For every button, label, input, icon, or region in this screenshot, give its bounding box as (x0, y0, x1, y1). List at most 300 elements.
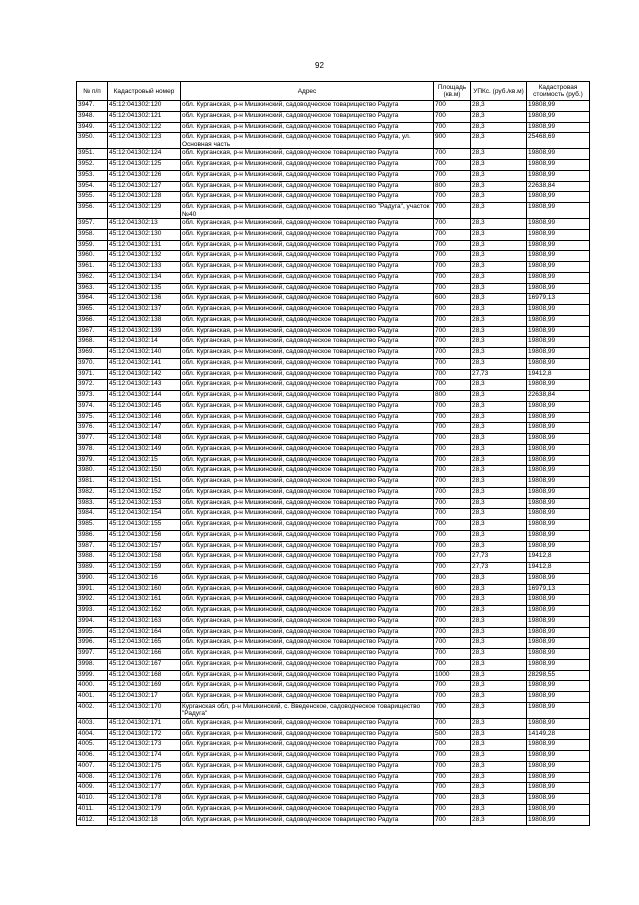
table-row (77, 573, 590, 584)
cell-area: 700 (434, 783, 471, 794)
cell-address: обл. Курганская, р-н Мишкинский, садоводческое товарищество Радуга (181, 149, 434, 160)
cell-area: 700 (434, 692, 471, 703)
cell-cadastral-value: 19412,8 (527, 369, 590, 380)
cell-cadastral-number: 45:12:041302:153 (108, 498, 181, 509)
cell-cadastral-value: 19808,99 (527, 627, 590, 638)
cell-cadastral-number: 45:12:041302:147 (108, 423, 181, 434)
cell-row-number: 3973. (77, 391, 108, 402)
cell-cadastral-value: 19808,99 (527, 530, 590, 541)
cell-row-number: 3960. (77, 251, 108, 262)
cell-row-number: 3994. (77, 616, 108, 627)
cell-cadastral-number: 45:12:041302:129 (108, 203, 181, 219)
cell-area: 700 (434, 595, 471, 606)
cell-row-number: 3964. (77, 294, 108, 305)
cell-row-number: 4012. (77, 815, 108, 826)
cell-specific-value: 28,3 (471, 783, 527, 794)
cell-area: 700 (434, 498, 471, 509)
cell-specific-value: 28,3 (471, 627, 527, 638)
table-row (77, 772, 590, 783)
cell-specific-value: 28,3 (471, 170, 527, 181)
cell-row-number: 3971. (77, 369, 108, 380)
table-row (77, 305, 590, 316)
cell-cadastral-value: 19808,99 (527, 401, 590, 412)
cell-address: обл. Курганская, р-н Мишкинский, садоводческое товарищество Радуга (181, 616, 434, 627)
cell-row-number: 3981. (77, 477, 108, 488)
cell-cadastral-number: 45:12:041302:143 (108, 380, 181, 391)
cell-row-number: 4006. (77, 751, 108, 762)
table-row (77, 412, 590, 423)
cell-address: обл. Курганская, р-н Мишкинский, садоводческое товарищество Радуга (181, 649, 434, 660)
cell-cadastral-value: 22638,84 (527, 391, 590, 402)
cell-cadastral-value: 19808,99 (527, 740, 590, 751)
cell-cadastral-number: 45:12:041302:148 (108, 434, 181, 445)
cell-cadastral-number: 45:12:041302:175 (108, 761, 181, 772)
header-specific-value: УПКс. (руб./кв.м) (471, 82, 527, 101)
cell-area: 700 (434, 203, 471, 219)
cell-address: обл. Курганская, р-н Мишкинский, садоводческое товарищество Радуга (181, 170, 434, 181)
cell-cadastral-value: 19808,99 (527, 761, 590, 772)
cell-area: 700 (434, 192, 471, 203)
cell-row-number: 3974. (77, 401, 108, 412)
cell-specific-value: 28,3 (471, 740, 527, 751)
cell-cadastral-number: 45:12:041302:157 (108, 541, 181, 552)
table-row (77, 251, 590, 262)
cell-cadastral-value: 19808,99 (527, 305, 590, 316)
cell-cadastral-number: 45:12:041302:163 (108, 616, 181, 627)
cell-row-number: 4002. (77, 702, 108, 718)
cell-specific-value: 28,3 (471, 729, 527, 740)
cell-cadastral-value: 19808,99 (527, 606, 590, 617)
table-row (77, 122, 590, 133)
cell-specific-value: 28,3 (471, 487, 527, 498)
cell-specific-value: 27,73 (471, 552, 527, 563)
cell-cadastral-number: 45:12:041302:156 (108, 530, 181, 541)
table-row (77, 262, 590, 273)
cell-area: 700 (434, 149, 471, 160)
cadastral-table (76, 81, 590, 826)
cell-cadastral-number: 45:12:041302:140 (108, 348, 181, 359)
cell-area: 800 (434, 181, 471, 192)
cell-row-number: 3947. (77, 101, 108, 112)
cell-specific-value: 27,73 (471, 563, 527, 574)
cell-address: обл. Курганская, р-н Мишкинский, садоводческое товарищество Радуга (181, 423, 434, 434)
cell-area: 700 (434, 638, 471, 649)
cell-specific-value: 28,3 (471, 702, 527, 718)
cell-area: 800 (434, 391, 471, 402)
cell-area: 700 (434, 358, 471, 369)
table-row (77, 272, 590, 283)
cell-address: обл. Курганская, р-н Мишкинский, садоводческое товарищество Радуга (181, 369, 434, 380)
cell-address: обл. Курганская, р-н Мишкинский, садоводческое товарищество Радуга (181, 487, 434, 498)
cell-area: 700 (434, 804, 471, 815)
table-row (77, 718, 590, 729)
cell-cadastral-number: 45:12:041302:138 (108, 315, 181, 326)
cell-cadastral-number: 45:12:041302:18 (108, 815, 181, 826)
table-row (77, 133, 590, 149)
cell-area: 700 (434, 122, 471, 133)
cell-cadastral-number: 45:12:041302:177 (108, 783, 181, 794)
table-row (77, 804, 590, 815)
cell-cadastral-number: 45:12:041302:155 (108, 520, 181, 531)
cell-address: обл. Курганская, р-н Мишкинский, садоводческое товарищество Радуга (181, 729, 434, 740)
cell-cadastral-number: 45:12:041302:14 (108, 337, 181, 348)
cell-cadastral-value: 19808,99 (527, 681, 590, 692)
cell-cadastral-number: 45:12:041302:162 (108, 606, 181, 617)
cell-row-number: 3949. (77, 122, 108, 133)
cell-specific-value: 28,3 (471, 692, 527, 703)
cell-area: 700 (434, 251, 471, 262)
cell-cadastral-value: 19808,99 (527, 638, 590, 649)
cell-area: 700 (434, 101, 471, 112)
table-row (77, 520, 590, 531)
cell-specific-value: 28,3 (471, 455, 527, 466)
cell-address: обл. Курганская, р-н Мишкинский, садоводческое товарищество Радуга (181, 412, 434, 423)
cell-cadastral-value: 19808,99 (527, 262, 590, 273)
cell-row-number: 3972. (77, 380, 108, 391)
table-row (77, 380, 590, 391)
cell-area: 700 (434, 219, 471, 230)
cell-cadastral-value: 19808,99 (527, 251, 590, 262)
cell-cadastral-value: 19808,99 (527, 101, 590, 112)
cell-cadastral-number: 45:12:041302:146 (108, 412, 181, 423)
table-body (77, 101, 590, 826)
cell-specific-value: 28,3 (471, 192, 527, 203)
cell-row-number: 3956. (77, 203, 108, 219)
cell-address: обл. Курганская, р-н Мишкинский, садоводческое товарищество Радуга (181, 434, 434, 445)
cell-cadastral-number: 45:12:041302:178 (108, 794, 181, 805)
cell-area: 700 (434, 283, 471, 294)
cell-cadastral-number: 45:12:041302:16 (108, 573, 181, 584)
cell-cadastral-value: 19808,99 (527, 111, 590, 122)
cell-area: 700 (434, 412, 471, 423)
cell-specific-value: 28,3 (471, 181, 527, 192)
cell-specific-value: 28,3 (471, 283, 527, 294)
cell-address: обл. Курганская, р-н Мишкинский, садоводческое товарищество Радуга (181, 751, 434, 762)
cell-specific-value: 28,3 (471, 294, 527, 305)
cell-cadastral-number: 45:12:041302:134 (108, 272, 181, 283)
cell-row-number: 3967. (77, 326, 108, 337)
cell-row-number: 3993. (77, 606, 108, 617)
table-row (77, 563, 590, 574)
cell-address: обл. Курганская, р-н Мишкинский, садоводческое товарищество Радуга (181, 606, 434, 617)
table-row (77, 670, 590, 681)
cell-specific-value: 28,3 (471, 272, 527, 283)
table-row (77, 315, 590, 326)
cell-cadastral-number: 45:12:041302:160 (108, 584, 181, 595)
cell-address: обл. Курганская, р-н Мишкинский, садоводческое товарищество Радуга (181, 192, 434, 203)
header-row-number: № п/п (77, 82, 108, 101)
cell-address: обл. Курганская, р-н Мишкинский, садоводческое товарищество Радуга (181, 573, 434, 584)
cell-cadastral-number: 45:12:041302:169 (108, 681, 181, 692)
table-row (77, 423, 590, 434)
table-row (77, 294, 590, 305)
cell-cadastral-value: 19808,99 (527, 702, 590, 718)
cell-address: обл. Курганская, р-н Мишкинский, садоводческое товарищество Радуга (181, 595, 434, 606)
table-row (77, 794, 590, 805)
cell-row-number: 3991. (77, 584, 108, 595)
cell-area: 700 (434, 487, 471, 498)
cell-specific-value: 28,3 (471, 649, 527, 660)
cell-address: обл. Курганская, р-н Мишкинский, садоводческое товарищество Радуга (181, 638, 434, 649)
table-row (77, 530, 590, 541)
table-row (77, 401, 590, 412)
cell-row-number: 3987. (77, 541, 108, 552)
cell-row-number: 3996. (77, 638, 108, 649)
cell-area: 700 (434, 606, 471, 617)
cell-specific-value: 28,3 (471, 751, 527, 762)
cell-specific-value: 28,3 (471, 606, 527, 617)
table-header-row (77, 82, 590, 101)
cell-row-number: 4010. (77, 794, 108, 805)
cell-area: 700 (434, 305, 471, 316)
cell-cadastral-number: 45:12:041302:154 (108, 509, 181, 520)
cell-cadastral-number: 45:12:041302:136 (108, 294, 181, 305)
table-row (77, 681, 590, 692)
cell-address: обл. Курганская, р-н Мишкинский, садоводческое товарищество Радуга (181, 670, 434, 681)
cell-specific-value: 28,3 (471, 477, 527, 488)
table-row (77, 487, 590, 498)
cell-specific-value: 28,3 (471, 804, 527, 815)
cell-cadastral-value: 19808,99 (527, 203, 590, 219)
cell-area: 700 (434, 530, 471, 541)
cell-cadastral-number: 45:12:041302:139 (108, 326, 181, 337)
cell-cadastral-number: 45:12:041302:144 (108, 391, 181, 402)
cell-specific-value: 28,3 (471, 520, 527, 531)
cell-area: 700 (434, 229, 471, 240)
cell-area: 700 (434, 423, 471, 434)
cell-cadastral-number: 45:12:041302:130 (108, 229, 181, 240)
table-row (77, 477, 590, 488)
cell-cadastral-number: 45:12:041302:120 (108, 101, 181, 112)
cell-row-number: 3982. (77, 487, 108, 498)
cell-area: 700 (434, 240, 471, 251)
cell-address: обл. Курганская, р-н Мишкинский, садоводческое товарищество Радуга (181, 181, 434, 192)
cell-row-number: 3986. (77, 530, 108, 541)
cell-address: обл. Курганская, р-н Мишкинский, садоводческое товарищество Радуга (181, 772, 434, 783)
cell-cadastral-value: 19808,99 (527, 541, 590, 552)
cell-address: обл. Курганская, р-н Мишкинский, садоводческое товарищество Радуга (181, 552, 434, 563)
cell-cadastral-value: 19808,99 (527, 455, 590, 466)
cell-cadastral-number: 45:12:041302:172 (108, 729, 181, 740)
cell-address: обл. Курганская, р-н Мишкинский, садоводческое товарищество Радуга (181, 229, 434, 240)
cell-cadastral-value: 16979,13 (527, 294, 590, 305)
cell-area: 700 (434, 772, 471, 783)
cell-cadastral-value: 19808,99 (527, 149, 590, 160)
cell-specific-value: 28,3 (471, 262, 527, 273)
cell-address: обл. Курганская, р-н Мишкинский, садоводческое товарищество Радуга (181, 541, 434, 552)
cell-cadastral-number: 45:12:041302:152 (108, 487, 181, 498)
cell-cadastral-value: 19808,99 (527, 616, 590, 627)
cell-cadastral-value: 19808,99 (527, 348, 590, 359)
cell-area: 500 (434, 729, 471, 740)
cell-cadastral-value: 19808,99 (527, 520, 590, 531)
cell-row-number: 3999. (77, 670, 108, 681)
cell-cadastral-number: 45:12:041302:151 (108, 477, 181, 488)
cell-specific-value: 28,3 (471, 761, 527, 772)
table-row (77, 595, 590, 606)
cell-specific-value: 28,3 (471, 444, 527, 455)
cell-cadastral-number: 45:12:041302:174 (108, 751, 181, 762)
cell-row-number: 3963. (77, 283, 108, 294)
cell-row-number: 3951. (77, 149, 108, 160)
cell-specific-value: 28,3 (471, 240, 527, 251)
cell-cadastral-number: 45:12:041302:122 (108, 122, 181, 133)
cell-row-number: 4008. (77, 772, 108, 783)
cell-specific-value: 28,3 (471, 203, 527, 219)
cell-specific-value: 28,3 (471, 160, 527, 171)
table-row (77, 815, 590, 826)
table-row (77, 111, 590, 122)
cell-area: 700 (434, 337, 471, 348)
cell-row-number: 3979. (77, 455, 108, 466)
cell-row-number: 4000. (77, 681, 108, 692)
cell-area: 700 (434, 315, 471, 326)
cell-row-number: 3989. (77, 563, 108, 574)
cell-address: обл. Курганская, р-н Мишкинский, садоводческое товарищество Радуга (181, 455, 434, 466)
table-row (77, 160, 590, 171)
cell-area: 700 (434, 659, 471, 670)
cell-cadastral-value: 19808,99 (527, 466, 590, 477)
cell-cadastral-number: 45:12:041302:17 (108, 692, 181, 703)
cell-area: 900 (434, 133, 471, 149)
table-row (77, 627, 590, 638)
cell-cadastral-value: 19808,99 (527, 122, 590, 133)
cell-specific-value: 28,3 (471, 412, 527, 423)
cell-area: 700 (434, 552, 471, 563)
cell-specific-value: 28,3 (471, 391, 527, 402)
cell-address: обл. Курганская, р-н Мишкинский, садоводческое товарищество Радуга (181, 348, 434, 359)
cell-cadastral-value: 19808,99 (527, 283, 590, 294)
cell-address: обл. Курганская, р-н Мишкинский, садоводческое товарищество Радуга (181, 391, 434, 402)
header-cadastral-number: Кадастровый номер (108, 82, 181, 101)
cell-area: 700 (434, 573, 471, 584)
cell-cadastral-number: 45:12:041302:133 (108, 262, 181, 273)
cell-area: 700 (434, 794, 471, 805)
cell-specific-value: 28,3 (471, 337, 527, 348)
cell-address: обл. Курганская, р-н Мишкинский, садоводческое товарищество Радуга (181, 122, 434, 133)
cell-row-number: 3961. (77, 262, 108, 273)
cell-specific-value: 28,3 (471, 573, 527, 584)
cell-specific-value: 28,3 (471, 638, 527, 649)
cell-row-number: 3988. (77, 552, 108, 563)
table-row (77, 783, 590, 794)
table-row (77, 229, 590, 240)
table-row (77, 326, 590, 337)
header-cadastral-value: Кадастровая стоимость (руб.) (527, 82, 590, 101)
cell-address: обл. Курганская, р-н Мишкинский, садоводческое товарищество Радуга (181, 659, 434, 670)
cell-area: 700 (434, 563, 471, 574)
cell-cadastral-number: 45:12:041302:164 (108, 627, 181, 638)
cell-address: Курганская обл, р-н Мишкинский, с. Введенское, садоводческое товарищество "Радуга" (181, 702, 434, 718)
cell-area: 700 (434, 740, 471, 751)
table-row (77, 509, 590, 520)
cell-area: 1000 (434, 670, 471, 681)
cell-row-number: 3998. (77, 659, 108, 670)
cell-address: обл. Курганская, р-н Мишкинский, садоводческое товарищество Радуга (181, 315, 434, 326)
cell-cadastral-number: 45:12:041302:170 (108, 702, 181, 718)
cell-row-number: 3985. (77, 520, 108, 531)
table-row (77, 552, 590, 563)
table-row (77, 149, 590, 160)
cell-row-number: 4005. (77, 740, 108, 751)
cell-row-number: 3953. (77, 170, 108, 181)
cell-address: обл. Курганская, р-н Мишкинский, садоводческое товарищество Радуга (181, 466, 434, 477)
cell-cadastral-value: 19808,99 (527, 358, 590, 369)
table-row (77, 434, 590, 445)
table-row (77, 444, 590, 455)
cell-address: обл. Курганская, р-н Мишкинский, садоводческое товарищество Радуга (181, 444, 434, 455)
cell-cadastral-value: 19808,99 (527, 160, 590, 171)
cell-cadastral-value: 19808,99 (527, 337, 590, 348)
cell-address: обл. Курганская, р-н Мишкинский, садоводческое товарищество Радуга (181, 272, 434, 283)
cell-address: обл. Курганская, р-н Мишкинский, садоводческое товарищество Радуга (181, 111, 434, 122)
cell-address: обл. Курганская, р-н Мишкинский, садоводческое товарищество Радуга (181, 804, 434, 815)
cell-cadastral-number: 45:12:041302:125 (108, 160, 181, 171)
cell-address: обл. Курганская, р-н Мишкинский, садоводческое товарищество Радуга (181, 477, 434, 488)
table-row (77, 498, 590, 509)
cell-specific-value: 28,3 (471, 541, 527, 552)
cell-address: обл. Курганская, р-н Мишкинский, садоводческое товарищество Радуга (181, 627, 434, 638)
cell-cadastral-number: 45:12:041302:15 (108, 455, 181, 466)
cell-row-number: 3966. (77, 315, 108, 326)
cell-row-number: 4011. (77, 804, 108, 815)
cell-address: обл. Курганская, р-н Мишкинский, садоводческое товарищество Радуга (181, 294, 434, 305)
cell-cadastral-number: 45:12:041302:166 (108, 649, 181, 660)
cell-area: 700 (434, 541, 471, 552)
table-row (77, 101, 590, 112)
cell-row-number: 3965. (77, 305, 108, 316)
cell-cadastral-value: 19808,99 (527, 649, 590, 660)
cell-address: обл. Курганская, р-н Мишкинский, садоводческое товарищество Радуга (181, 783, 434, 794)
cell-specific-value: 28,3 (471, 219, 527, 230)
cell-cadastral-value: 19808,99 (527, 170, 590, 181)
cell-specific-value: 28,3 (471, 380, 527, 391)
cell-row-number: 3990. (77, 573, 108, 584)
cell-cadastral-number: 45:12:041302:150 (108, 466, 181, 477)
cell-cadastral-number: 45:12:041302:127 (108, 181, 181, 192)
cell-address: обл. Курганская, р-н Мишкинский, садоводческое товарищество Радуга (181, 219, 434, 230)
cell-cadastral-value: 19808,99 (527, 444, 590, 455)
cell-area: 700 (434, 455, 471, 466)
table-row (77, 455, 590, 466)
cell-area: 700 (434, 160, 471, 171)
cell-cadastral-number: 45:12:041302:131 (108, 240, 181, 251)
cell-cadastral-value: 16979,13 (527, 584, 590, 595)
cell-area: 700 (434, 702, 471, 718)
cell-area: 700 (434, 761, 471, 772)
cell-cadastral-value: 19808,99 (527, 315, 590, 326)
cell-address: обл. Курганская, р-н Мишкинский, садоводческое товарищество "Радуга", участок №40 (181, 203, 434, 219)
cell-address: обл. Курганская, р-н Мишкинский, садоводческое товарищество Радуга (181, 498, 434, 509)
cell-specific-value: 28,3 (471, 111, 527, 122)
cell-area: 700 (434, 326, 471, 337)
cell-cadastral-value: 22638,84 (527, 181, 590, 192)
table-row (77, 729, 590, 740)
table-row (77, 369, 590, 380)
cell-area: 700 (434, 718, 471, 729)
cell-cadastral-value: 19808,99 (527, 423, 590, 434)
cell-row-number: 3983. (77, 498, 108, 509)
cell-row-number: 3959. (77, 240, 108, 251)
cell-specific-value: 28,3 (471, 616, 527, 627)
cell-cadastral-number: 45:12:041302:179 (108, 804, 181, 815)
cell-row-number: 3980. (77, 466, 108, 477)
cell-cadastral-number: 45:12:041302:167 (108, 659, 181, 670)
cell-cadastral-value: 19808,99 (527, 794, 590, 805)
cell-row-number: 3962. (77, 272, 108, 283)
cell-address: обл. Курганская, р-н Мишкинский, садоводческое товарищество Радуга (181, 283, 434, 294)
table-row (77, 348, 590, 359)
